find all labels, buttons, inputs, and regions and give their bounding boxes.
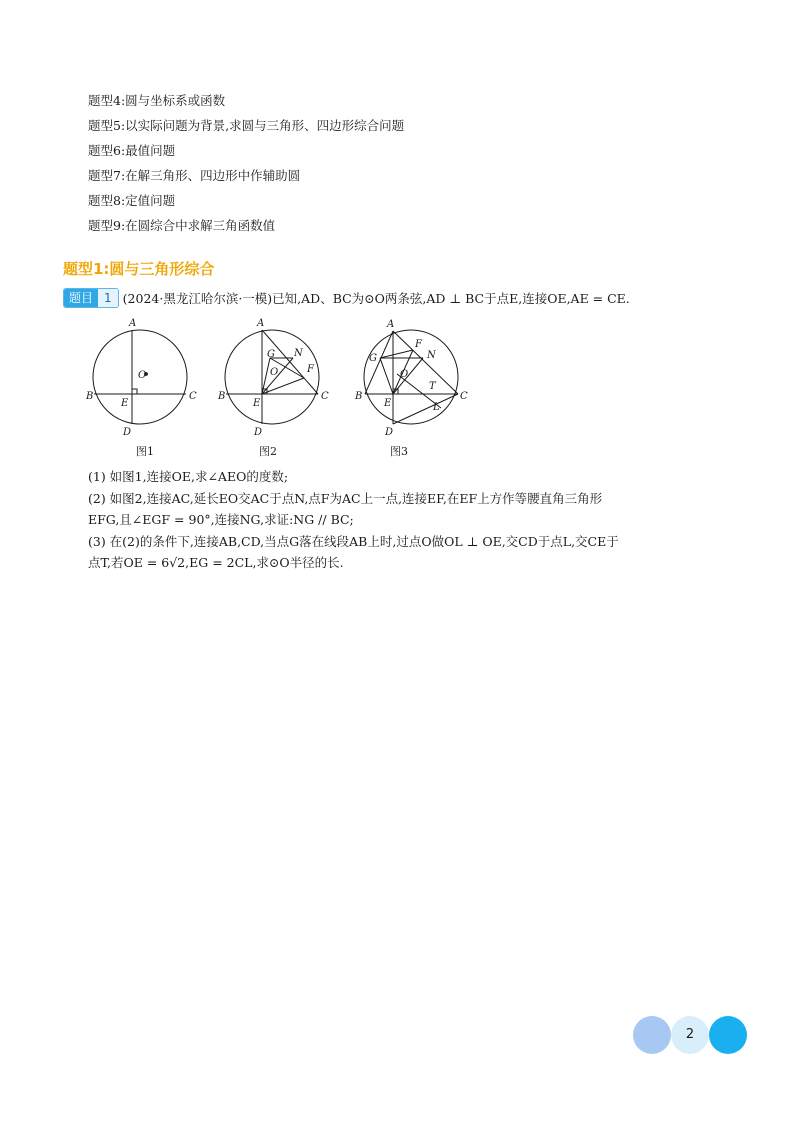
toc-line: 题型5:以实际问题为背景,求圆与三角形、四边形综合问题 [88, 118, 405, 133]
question-1 [88, 466, 728, 488]
toc-line: 题型7:在解三角形、四边形中作辅助圆 [88, 168, 301, 183]
fig3-label: B [355, 391, 363, 402]
problem-header [63, 288, 630, 308]
fig1-label: D [123, 427, 132, 438]
figure-caption: 图3 [390, 445, 408, 458]
question-line: EFG,且∠EGF = 90°,连接NG,求证:NG // BC; [88, 512, 354, 527]
fig2-label: E [253, 398, 261, 409]
badge-circle-left [633, 1016, 671, 1054]
fig3-label: A [387, 319, 395, 330]
badge-circle-right [709, 1016, 747, 1054]
fig2-label: F [307, 364, 314, 375]
fig3-label: G [369, 353, 377, 364]
fig2-label: A [257, 318, 265, 329]
question-line: 点T,若OE = 6√2,EG = 2CL,求⊙O半径的长. [88, 555, 344, 570]
fig3-label: F [415, 339, 422, 350]
question-type-list [88, 88, 404, 238]
fig3-label: T [429, 381, 436, 392]
problem-stem: (2024·黑龙江哈尔滨·一模)已知,AD、BC为⊙O两条弦,AD ⊥ BC于点E,连接OE,AE = CE. [122, 291, 630, 306]
fig2-label: G [267, 349, 275, 360]
toc-line: 题型8:定值问题 [88, 193, 176, 208]
question-line: (3) 在(2)的条件下,连接AB,CD,当点G落在线段AB上时,过点O做OL ⊥ OE,交CD于点L,交CE于 [88, 533, 619, 549]
toc-line: 题型6:最值问题 [88, 143, 176, 158]
question-line: (1) 如图1,连接OE,求∠AEO的度数; [88, 469, 289, 484]
problem-tag-label: 题目 [64, 289, 98, 307]
toc-line: 题型4:圆与坐标系或函数 [88, 93, 226, 108]
fig3-label: D [385, 427, 394, 438]
fig3-label: O [400, 369, 409, 380]
fig2-label: D [254, 427, 263, 438]
question-list [88, 466, 728, 574]
fig2-label: N [294, 348, 303, 359]
figure-caption: 图2 [259, 445, 277, 458]
fig1-label: O [138, 370, 147, 381]
fig1-label: A [129, 318, 137, 329]
fig1-label: E [121, 398, 129, 409]
problem-tag-number: 1 [98, 289, 118, 307]
question-line: (2) 如图2,连接AC,延长EO交AC于点N,点F为AC上一点,连接EF,在EF上方作等腰直角三角形 [88, 490, 603, 506]
question-3 [88, 531, 728, 574]
fig2-label: B [218, 391, 226, 402]
page-number: 2 [671, 1016, 709, 1054]
question-2 [88, 488, 728, 531]
fig3-label: C [460, 391, 468, 402]
figure-3 [364, 330, 458, 424]
page-number-badge [633, 1016, 745, 1054]
figures-svg [85, 312, 485, 462]
geometry-figures [85, 312, 485, 462]
fig1-label: C [189, 391, 197, 402]
problem-tag [63, 288, 119, 308]
fig2-label: O [270, 367, 279, 378]
figure-caption: 图1 [136, 445, 154, 458]
fig3-label: L [433, 402, 440, 413]
fig3-label: E [384, 398, 392, 409]
section-title: 题型1:圆与三角形综合 [63, 260, 215, 278]
toc-line: 题型9:在圆综合中求解三角函数值 [88, 218, 276, 233]
fig1-label: B [86, 391, 94, 402]
fig3-label: N [427, 350, 436, 361]
fig2-label: C [321, 391, 329, 402]
